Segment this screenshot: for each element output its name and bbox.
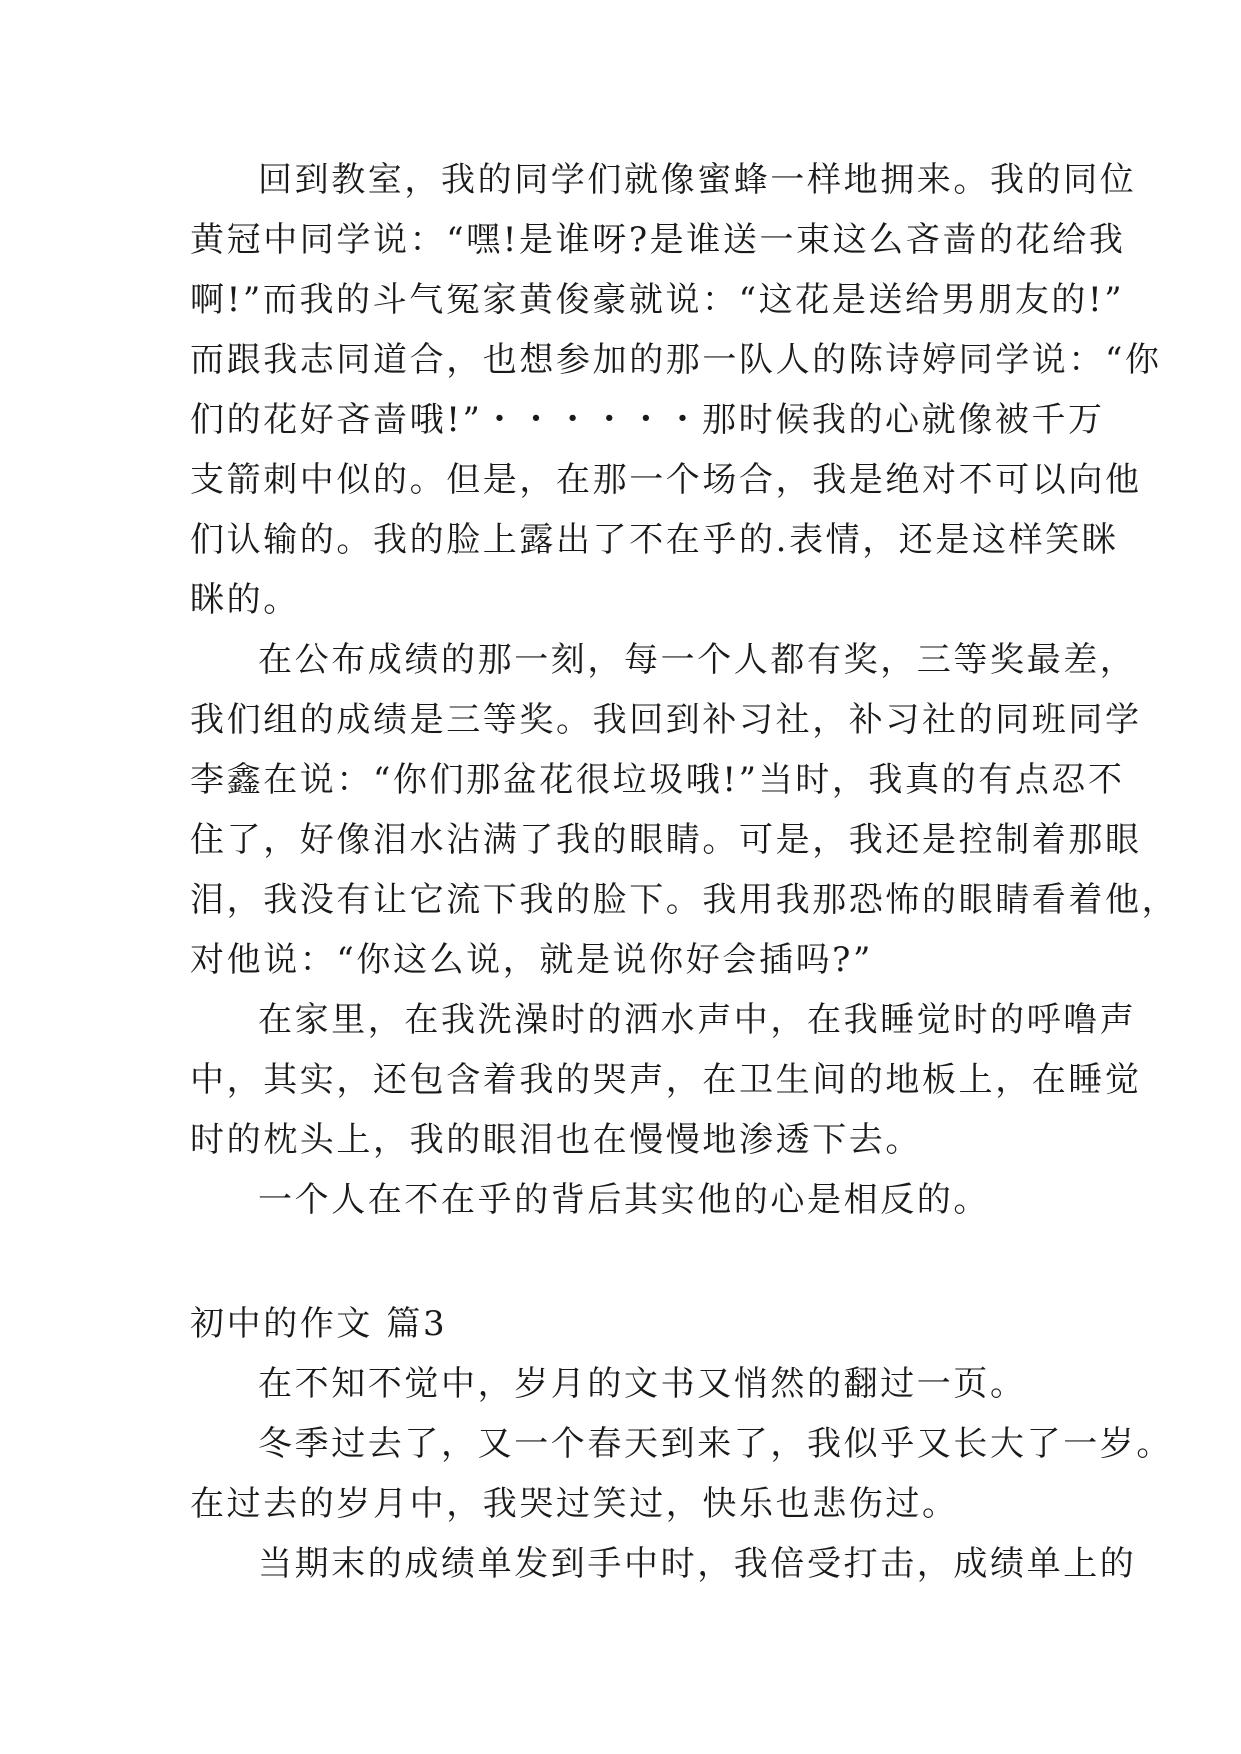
text-line: 一个人在不在乎的背后其实他的心是相反的。 <box>258 1180 990 1220</box>
paragraph <box>190 1170 1060 1230</box>
text-line: 中，其实，还包含着我的哭声，在卫生间的地板上，在睡觉 <box>190 1060 1142 1100</box>
text-line: 时的枕头上，我的眼泪也在慢慢地渗透下去。 <box>190 1120 922 1160</box>
text-line: 啊!”而我的斗气冤家黄俊豪就说：“这花是送给男朋友的!” <box>190 280 1125 320</box>
text-line: 在不知不觉中，岁月的文书又悄然的翻过一页。 <box>258 1364 1027 1404</box>
text-line: 在家里，在我洗澡时的洒水声中，在我睡觉时的呼噜声 <box>258 1000 1137 1040</box>
document-page <box>190 150 1179 1594</box>
text-line: 而跟我志同道合，也想参加的那一队人的陈诗婷同学说：“你 <box>190 340 1162 380</box>
text-line: 们认输的。我的脸上露出了不在乎的.表情，还是这样笑眯 <box>190 520 1119 560</box>
text-line: 对他说：“你这么说，就是说你好会插吗?” <box>190 940 873 980</box>
text-line: 泪，我没有让它流下我的脸下。我用我那恐怖的眼睛看着他， <box>190 880 1179 920</box>
paragraph <box>190 1534 1137 1594</box>
paragraph-gap <box>190 1230 1060 1294</box>
text-line: 支箭刺中似的。但是，在那一个场合，我是绝对不可以向他 <box>190 460 1142 500</box>
text-line: 在公布成绩的那一刻，每一个人都有奖，三等奖最差， <box>258 640 1137 680</box>
section-heading: 初中的作文 篇3 <box>190 1304 448 1344</box>
text-line: 回到教室，我的同学们就像蜜蜂一样地拥来。我的同位 <box>258 160 1137 200</box>
text-line: 在过去的岁月中，我哭过笑过，快乐也悲伤过。 <box>190 1484 959 1524</box>
text-line: 我们组的成绩是三等奖。我回到补习社，补习社的同班同学 <box>190 700 1142 740</box>
text-line: 李鑫在说：“你们那盆花很垃圾哦!”当时，我真的有点忍不 <box>190 760 1125 800</box>
paragraph <box>190 1354 1060 1414</box>
paragraph <box>190 1414 1173 1534</box>
paragraph <box>190 990 1142 1170</box>
text-line: 当期末的成绩单发到手中时，我倍受打击，成绩单上的 <box>258 1544 1137 1584</box>
paragraph <box>190 630 1179 990</box>
text-line: 们的花好吝啬哦!”・・・・・・那时候我的心就像被千万 <box>190 400 1105 440</box>
text-line: 黄冠中同学说：“嘿!是谁呀?是谁送一束这么吝啬的花给我 <box>190 220 1126 260</box>
text-line: 眯的。 <box>190 580 300 620</box>
paragraph <box>190 150 1162 630</box>
text-line: 住了，好像泪水沾满了我的眼睛。可是，我还是控制着那眼 <box>190 820 1142 860</box>
text-line: 冬季过去了，又一个春天到来了，我似乎又长大了一岁。 <box>258 1424 1173 1464</box>
